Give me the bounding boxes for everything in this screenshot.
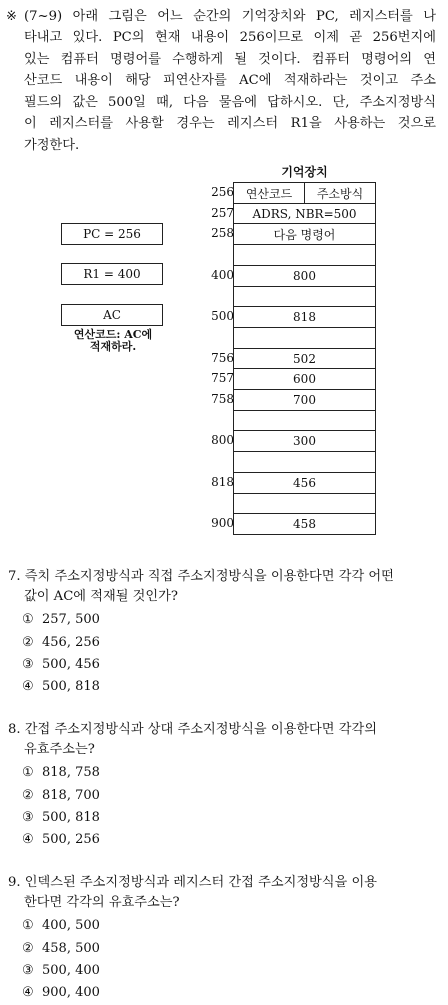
memory-cell <box>233 286 376 306</box>
option-text: 400, 500 <box>42 918 100 933</box>
option-text: 500, 818 <box>42 679 100 694</box>
question-text: 7. 즉치 주소지정방식과 직접 주소지정방식을 이용한다면 각각 어떤 <box>8 569 394 584</box>
option-9-3[interactable] <box>22 963 100 978</box>
question-text: 유효주소는? <box>24 742 95 757</box>
option-text: 500, 256 <box>42 832 100 847</box>
option-8-3[interactable] <box>22 810 100 825</box>
memory-address: 500 <box>211 309 234 323</box>
memory-address <box>206 286 236 306</box>
memory-address: 258 <box>211 226 234 240</box>
option-9-1[interactable] <box>22 918 100 933</box>
option-7-4[interactable] <box>22 679 100 694</box>
option-7-2[interactable] <box>22 635 100 650</box>
memory-cell: 다음 명령어 <box>233 223 376 244</box>
option-number: ① <box>22 918 34 933</box>
option-text: 900, 400 <box>42 985 100 1000</box>
option-text: 818, 700 <box>42 788 100 803</box>
memory-address: 257 <box>211 206 234 220</box>
option-9-2[interactable] <box>22 941 100 956</box>
intro-line: 필드의 값은 500일 때, 다음 물음에 답하시오. 단, 주소지정방식 <box>24 95 436 110</box>
option-number: ③ <box>22 963 34 978</box>
memory-cell: 700 <box>233 389 376 410</box>
question-text: 값이 AC에 적재될 것인가? <box>24 589 178 604</box>
option-number: ④ <box>22 679 34 694</box>
memory-address: 800 <box>211 433 234 447</box>
option-8-2[interactable] <box>22 788 100 803</box>
memory-cell: 800 <box>233 265 376 286</box>
memory-address: 256 <box>211 185 234 199</box>
ac-note-line: 연산코드: AC에 <box>73 328 153 341</box>
option-text: 500, 818 <box>42 810 100 825</box>
memory-cell: 456 <box>233 472 376 493</box>
memory-cell: 458 <box>233 513 376 535</box>
memory-title: 기억장치 <box>281 165 328 179</box>
option-number: ④ <box>22 985 34 1000</box>
option-text: 500, 400 <box>42 963 100 978</box>
memory-address <box>206 244 236 265</box>
option-9-4[interactable] <box>22 985 100 1000</box>
memory-address <box>206 451 236 472</box>
option-text: 458, 500 <box>42 941 100 956</box>
memory-cell <box>233 451 376 472</box>
option-number: ③ <box>22 657 34 672</box>
ac-note-line: 적재하라. <box>89 340 137 353</box>
intro-line: 가정한다. <box>24 138 80 153</box>
intro-line: 이 레지스터를 사용할 경우는 레지스터 R1을 사용하는 것으로 <box>24 116 436 131</box>
option-number: ① <box>22 765 34 780</box>
memory-cell: ADRS, NBR=500 <box>233 203 376 223</box>
memory-address: 757 <box>211 371 234 385</box>
ac-register-box: AC <box>61 304 163 326</box>
memory-address: 756 <box>211 351 234 365</box>
memory-cell: 300 <box>233 430 376 451</box>
option-text: 257, 500 <box>42 612 100 627</box>
option-number: ③ <box>22 810 34 825</box>
memory-address <box>206 493 236 513</box>
option-7-1[interactable] <box>22 612 100 627</box>
question-text: 8. 간접 주소지정방식과 상대 주소지정방식을 이용한다면 각각의 <box>8 722 377 737</box>
memory-cell <box>233 410 376 430</box>
question-8 <box>8 720 438 760</box>
question-9 <box>8 873 438 913</box>
memory-address: 818 <box>211 475 234 489</box>
question-text: 9. 인덱스된 주소지정방식과 레지스터 간접 주소지정방식을 이용 <box>8 875 377 890</box>
memory-address: 758 <box>211 392 234 406</box>
option-text: 456, 256 <box>42 635 100 650</box>
memory-address <box>206 327 236 348</box>
option-number: ② <box>22 941 34 956</box>
option-text: 500, 456 <box>42 657 100 672</box>
intro-line: (7~9) 아래 그림은 어느 순간의 기억장치와 PC, 레지스터를 나 <box>24 9 436 24</box>
intro-line: 있는 컴퓨터 명령어를 수행하게 될 것이다. 컴퓨터 명령어의 연 <box>24 52 436 67</box>
memory-address: 900 <box>211 516 234 530</box>
reference-mark: ※ <box>6 9 18 24</box>
question-text: 한다면 각각의 유효주소는? <box>24 895 180 910</box>
option-number: ① <box>22 612 34 627</box>
option-number: ② <box>22 635 34 650</box>
option-7-3[interactable] <box>22 657 100 672</box>
memory-cell: 600 <box>233 368 376 389</box>
memory-cell: 502 <box>233 348 376 368</box>
r1-register-box: R1 = 400 <box>61 263 163 285</box>
option-number: ② <box>22 788 34 803</box>
opcode-field: 연산코드 <box>234 183 305 203</box>
pc-register-box: PC = 256 <box>61 223 163 245</box>
memory-cell <box>233 244 376 265</box>
memory-cell <box>233 493 376 513</box>
memory-cell <box>233 327 376 348</box>
addressing-mode-field: 주소방식 <box>316 186 364 201</box>
option-8-4[interactable] <box>22 832 100 847</box>
option-text: 818, 758 <box>42 765 100 780</box>
memory-cell <box>233 182 376 203</box>
ac-opcode-note <box>60 329 166 353</box>
option-number: ④ <box>22 832 34 847</box>
memory-address: 400 <box>211 268 234 282</box>
intro-line: 산코드 내용이 해당 피연산자를 AC에 적재하라는 것이고 주소 <box>24 73 436 88</box>
option-8-1[interactable] <box>22 765 100 780</box>
intro-line: 타내고 있다. PC의 현재 내용이 256이므로 이제 곧 256번지에 <box>24 30 436 45</box>
memory-cell: 818 <box>233 306 376 327</box>
question-7 <box>8 567 438 607</box>
memory-address <box>206 410 236 430</box>
